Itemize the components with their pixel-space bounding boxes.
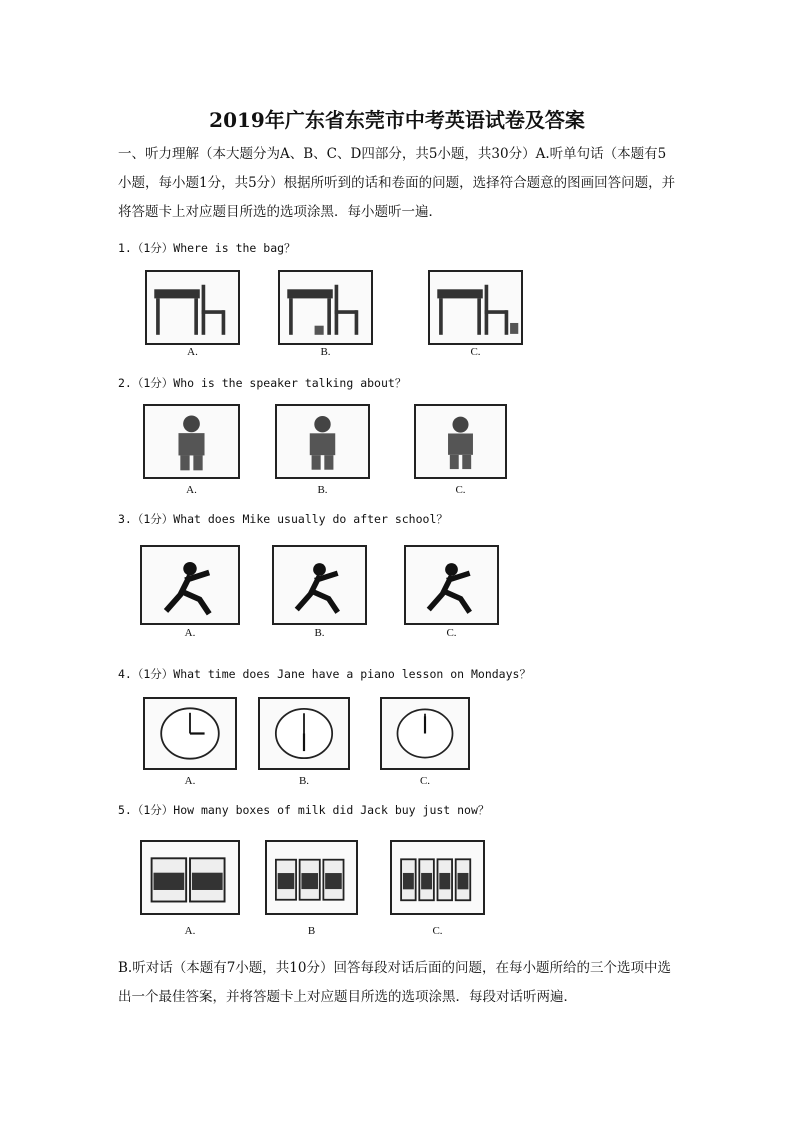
q4-option-b-label: B.	[298, 775, 310, 787]
listening-instructions: 一、听力理解（本大题分为A、B、C、D四部分，共5小题，共30分）A.听单句话（本题有5小题，每小题1分，共5分）根据所听到的话和卷面的问题，选择符合题意的图画回答问题，并将答题卡上对应题目所选的选项涂黑．每小题听一遍．	[118, 146, 676, 220]
page-title: 2019年广东省东莞市中考英语试卷及答案	[209, 108, 585, 132]
q1-option-c-label: C.	[470, 346, 481, 358]
q1-option-b-label: B.	[320, 346, 331, 358]
q3-option-c-label: C.	[446, 627, 457, 639]
question-1: 1.（1分）Where is the bag？	[118, 241, 296, 255]
q1-option-a-desk-chair-bag-picture	[145, 270, 240, 345]
q4-option-b-clock-picture	[258, 697, 350, 770]
q1-option-a-label: A.	[187, 346, 198, 358]
q3-option-b-label: B.	[314, 627, 325, 639]
q1-option-b-desk-chair-bag-picture	[278, 270, 373, 345]
q3-option-a-label: A.	[184, 627, 196, 639]
question-3: 3.（1分）What does Mike usually do after school？	[118, 512, 448, 526]
q5-option-a-milk-boxes-picture	[140, 840, 240, 915]
q5-option-b-milk-boxes-picture	[265, 840, 358, 915]
section-b-instructions: B.听对话（本题有7小题，共10分）回答每段对话后面的问题，在每小题所给的三个选项中选出一个最佳答案，并将答题卡上对应题目所选的选项涂黑．每段对话听两遍．	[118, 960, 671, 1005]
q2-option-a-label: A.	[186, 484, 197, 496]
q4-option-c-label: C.	[419, 775, 431, 787]
q5-option-b-label: B	[307, 925, 316, 937]
q4-option-c-clock-picture	[380, 697, 470, 770]
q2-option-c-label: C.	[455, 484, 466, 496]
q3-option-c-sport-silhouette-picture	[404, 545, 499, 625]
q2-option-c-person-picture	[414, 404, 507, 479]
q3-option-a-sport-silhouette-picture	[140, 545, 240, 625]
question-2: 2.（1分）Who is the speaker talking about？	[118, 376, 407, 390]
q4-option-a-clock-picture	[143, 697, 237, 770]
question-4: 4.（1分）What time does Jane have a piano lesson on Mondays？	[118, 667, 531, 681]
q2-option-b-label: B.	[317, 484, 328, 496]
q4-option-a-label: A.	[184, 775, 196, 787]
q5-option-c-milk-boxes-picture	[390, 840, 485, 915]
question-5: 5.（1分）How many boxes of milk did Jack buy just now？	[118, 803, 490, 817]
q2-option-b-person-picture	[275, 404, 370, 479]
q1-option-c-desk-chair-bag-picture	[428, 270, 523, 345]
q3-option-b-sport-silhouette-picture	[272, 545, 367, 625]
q2-option-a-person-picture	[143, 404, 240, 479]
q5-option-a-label: A.	[184, 925, 196, 937]
q5-option-c-label: C.	[432, 925, 443, 937]
